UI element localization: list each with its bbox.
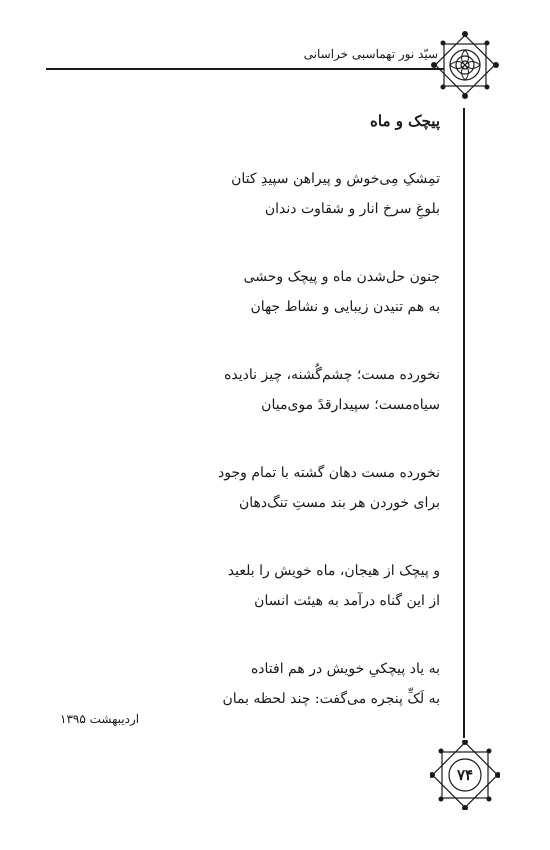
poem-date: اردیبهشت ۱۳۹۵ bbox=[60, 712, 140, 726]
stanza-3 bbox=[120, 360, 440, 420]
poem-line: به یاد پیچکیِ خویش در هم افتاده bbox=[250, 661, 440, 677]
page-number: ۷۴ bbox=[456, 766, 474, 784]
running-header: سیّد نور تهماسبی خراسانی bbox=[303, 47, 438, 61]
header-rule bbox=[46, 68, 444, 70]
stanza-4 bbox=[120, 458, 440, 518]
stanza-2 bbox=[120, 262, 440, 322]
poem-line: به هم تنیدن زیبایی و نشاط جهان bbox=[250, 299, 440, 315]
poem-line: برای خوردن هر بند مستِ تنگ‌دهان bbox=[238, 495, 440, 511]
stanza-1 bbox=[120, 164, 440, 224]
stanza-6 bbox=[120, 654, 440, 714]
stanza-5 bbox=[120, 556, 440, 616]
poem-line: سیاه‌مست؛ سپیدارقدً موی‌میان bbox=[261, 397, 440, 413]
poem-line: جنون حل‌شدن ماه و پیچک وحشی bbox=[243, 269, 440, 285]
poem-title: پیچک و ماه bbox=[370, 112, 440, 130]
margin-rule bbox=[463, 108, 465, 738]
poem bbox=[120, 112, 440, 752]
poem-line: نخورده مست؛ چشم‌گُشنه، چیز نادیده bbox=[224, 367, 440, 383]
poem-line: نخورده مست دهان گشته با تمام وجود bbox=[218, 465, 440, 481]
poem-line: از این گناه درآمد به هیئت انسان bbox=[254, 593, 440, 609]
poem-line: و پیچک از هیجان، ماه خویش را بلعید bbox=[227, 563, 440, 579]
poem-line: بلوغِ سرخ انار و شقاوت دندان bbox=[264, 201, 440, 217]
poem-line: تمِشکِ مِی‌خوش و پیراهن سپیدِ کتان bbox=[231, 171, 440, 187]
poem-line: به لَکِّ پنجره می‌گفت: چند لحظه بمان bbox=[222, 691, 440, 707]
floral-rosette-ornament-icon bbox=[430, 30, 500, 100]
